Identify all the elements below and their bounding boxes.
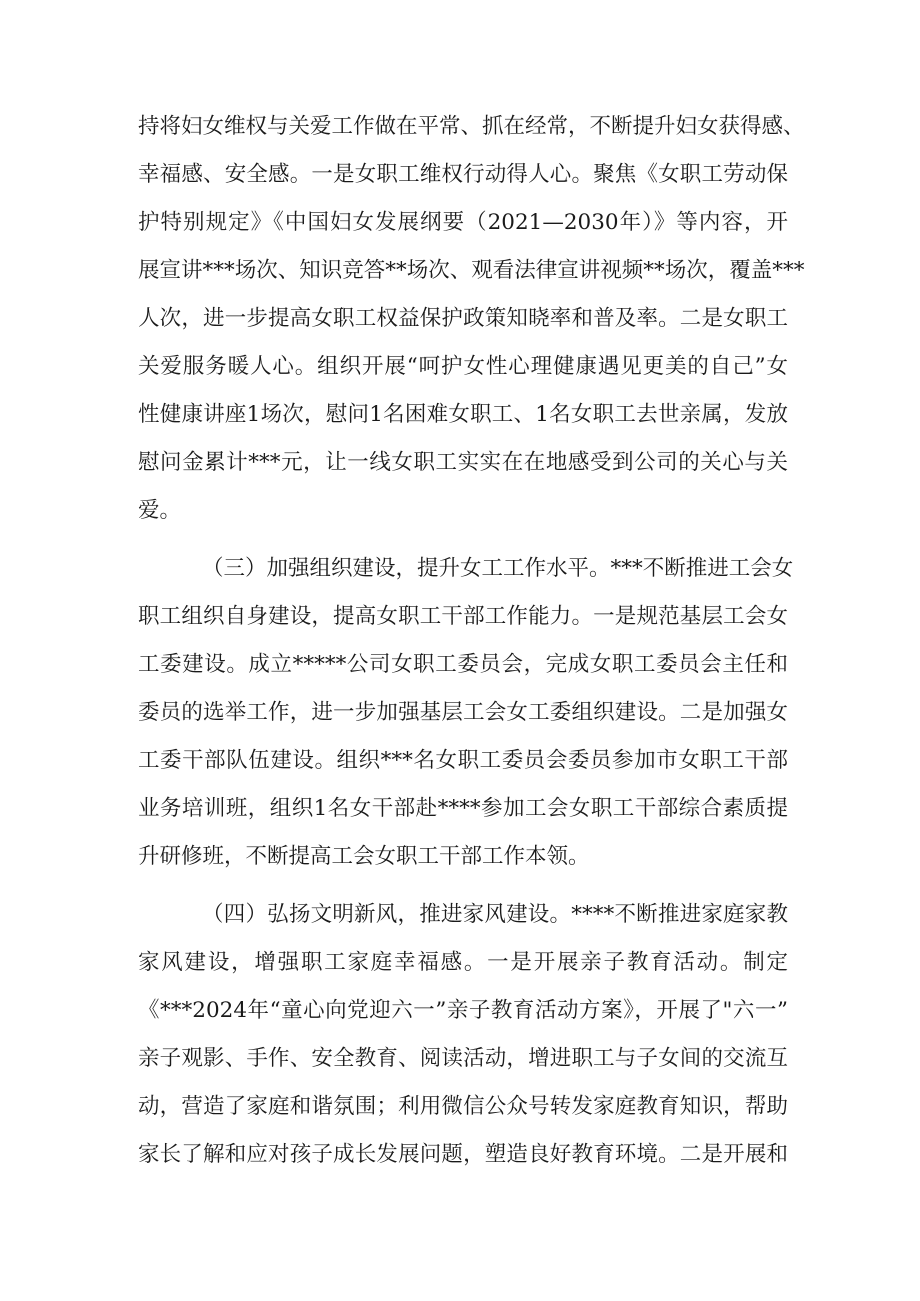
text-line: 爱。 [138, 498, 182, 523]
text-line: 职工组织自身建设，提高女职工干部工作能力。一是规范基层工会女 [138, 604, 788, 629]
document-body [138, 103, 805, 1179]
text-line: 性健康讲座1场次，慰问1名困难女职工、1名女职工去世亲属，发放 [138, 402, 788, 427]
paragraph-section-3 [138, 545, 794, 881]
text-line: 升研修班，不断提高工会女职工干部工作本领。 [138, 844, 590, 869]
paragraph-section-4 [138, 891, 788, 1179]
text-line: 持将妇女维权与关爱工作做在平常、抓在经常，不断提升妇女获得感、 [138, 114, 805, 139]
text-line: 家长了解和应对孩子成长发展问题，塑造良好教育环境。二是开展和 [138, 1142, 788, 1167]
paragraph-gap [138, 535, 788, 545]
text-line: 工委建设。成立*****公司女职工委员会，完成女职工委员会主任和 [138, 652, 788, 677]
text-line: 亲子观影、手作、安全教育、阅读活动，增进职工与子女间的交流互 [138, 1046, 788, 1071]
text-line: 关爱服务暖人心。组织开展“呵护女性心理健康遇见更美的自己”女 [138, 354, 788, 379]
text-line: 护特别规定》《中国妇女发展纲要（2021—2030年）》等内容，开 [138, 210, 788, 235]
text-line: 委员的选举工作，进一步加强基层工会女工委组织建设。二是加强女 [138, 700, 788, 725]
section-heading-line: （三）加强组织建设，提升女工工作水平。***不断推进工会女 [202, 556, 794, 581]
text-line: 家风建设，增强职工家庭幸福感。一是开展亲子教育活动。制定 [138, 950, 788, 975]
text-line: 工委干部队伍建设。组织***名女职工委员会委员参加市女职工干部 [138, 748, 788, 773]
text-line: 人次，进一步提高女职工权益保护政策知晓率和普及率。二是女职工 [138, 306, 788, 331]
text-line: 业务培训班，组织1名女干部赴****参加工会女职工干部综合素质提 [138, 796, 788, 821]
text-line: 《***2024年“童心向党迎六一”亲子教育活动方案》，开展了"六一” [138, 998, 788, 1023]
section-heading-line: （四）弘扬文明新风，推进家风建设。****不断推进家庭家教 [202, 902, 788, 927]
text-line: 展宣讲***场次、知识竞答**场次、观看法律宣讲视频**场次，覆盖*** [138, 258, 805, 283]
text-line: 慰问金累计***元，让一线女职工实实在在地感受到公司的关心与关 [138, 450, 788, 475]
paragraph-gap [138, 881, 788, 891]
text-line: 动，营造了家庭和谐氛围；利用微信公众号转发家庭教育知识，帮助 [138, 1094, 788, 1119]
paragraph-continuation [138, 103, 805, 535]
text-line: 幸福感、安全感。一是女职工维权行动得人心。聚焦《女职工劳动保 [138, 162, 788, 187]
